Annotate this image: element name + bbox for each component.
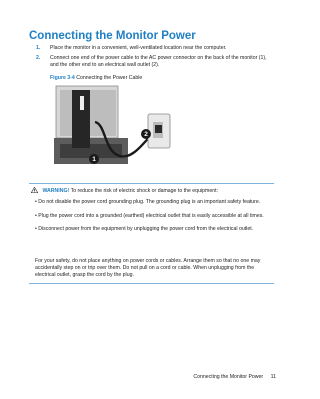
safety-note: For your safety, do not place anything on power cords or cables. Arrange them so that no one may accidentally step on or trip over them. Do not pull on a cord or cable. When unplugging from the electrical outlet, grasp the cord by the plug. xyxy=(35,258,261,278)
warning-bullets xyxy=(35,199,275,240)
page-number: 11 xyxy=(270,374,276,380)
svg-text:1: 1 xyxy=(92,156,96,164)
step-text: Connect one end of the power cable to the AC power connector on the back of the monitor (1), and the other end to an electrical wall outlet (2). xyxy=(50,55,267,68)
svg-text:2: 2 xyxy=(144,131,148,139)
figure-caption-text: Connecting the Power Cable xyxy=(76,75,143,81)
section-heading: Connecting the Monitor Power xyxy=(29,30,196,42)
warning-bottom-rule xyxy=(29,283,274,284)
warning-label: WARNING! xyxy=(42,188,70,194)
power-cable-illustration xyxy=(50,84,178,176)
step-number: 1. xyxy=(36,45,41,51)
warning-header xyxy=(31,187,218,194)
step-text: Place the monitor in a convenient, well-ventilated location near the computer. xyxy=(50,45,227,51)
callout-2 xyxy=(141,129,151,139)
warning-bullet: • Do not disable the power cord grounding plug. The grounding plug is an important safety feature. xyxy=(35,199,261,205)
figure-label: Figure 3-4 xyxy=(50,75,75,81)
step-2 xyxy=(36,55,276,69)
callout-1 xyxy=(89,154,99,164)
step-1 xyxy=(36,45,276,52)
warning-triangle-icon xyxy=(31,187,38,193)
step-number: 2. xyxy=(36,55,41,61)
warning-bullet: • Plug the power cord into a grounded (earthed) electrical outlet that is easily accessible at all times. xyxy=(35,212,264,219)
page-footer xyxy=(193,374,276,380)
warning-text: To reduce the risk of electric shock or damage to the equipment: xyxy=(70,188,218,194)
figure-caption xyxy=(50,75,142,81)
warning-top-rule xyxy=(29,183,274,184)
footer-section: Connecting the Monitor Power xyxy=(193,374,264,380)
warning-bullet: • Disconnect power from the equipment by unplugging the power cord from the electrical outlet. xyxy=(35,226,254,232)
